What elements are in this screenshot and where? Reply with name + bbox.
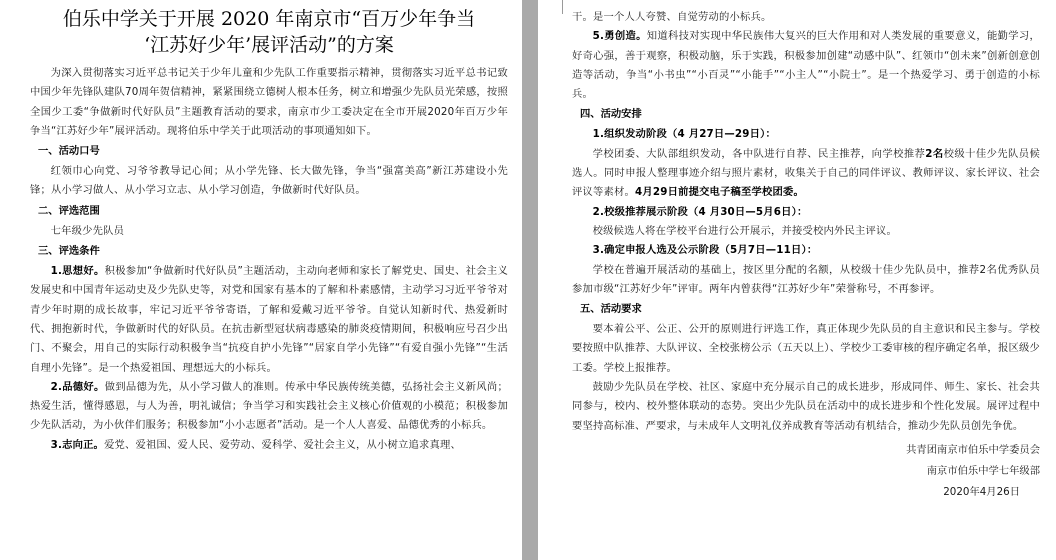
continuation-line: 干。是一个人人夸赞、自觉劳动的小标兵。 [572,11,772,23]
stage-2-paragraph: 校级候选人将在学校平台进行公开展示，并接受校内外民主评议。 [592,224,898,237]
criteria-3-title: 3.志向正。 [50,438,105,451]
document-page-right [538,0,1056,560]
section-heading-scope: 二、评选范围 [38,204,100,217]
criteria-paragraph-5 [572,27,1040,104]
criteria-2-text: 做到品德为先，从小学习做人的准则。传承中华民族传统美德，弘扬社会主义新风尚；热爱生活，懂得感恩，与人为善，明礼诚信；争当学习和实践社会主义核心价值观的小模范；积极参加少先队活动，为小伙伴们服务；积极参加“小小志愿者”活动。是一个人人喜爱、品德优秀的小标兵。 [30,380,508,432]
stage-1-deadline: 4月29日前提交电子稿至学校团委。 [634,186,805,199]
section-heading-schedule: 四、活动安排 [580,108,642,121]
stage-1-count: 2名 [925,147,944,160]
stage-1-paragraph [572,145,1040,203]
stage-2-title: 2.校级推荐展示阶段（4 月30日—5月6日）： [592,205,808,218]
stage-1-text-b: 校级十佳少先队员候选人。同时申报人整理事迹介绍与照片素材，收集关于自己的同伴评议、教师评议、家长评议、社会评议等素材。 [572,147,1040,199]
slogan-paragraph: 红领巾心向党、习爷爷教导记心间；从小学先锋、长大做先锋，争当“强富美高”新江苏建设小先锋；从小学习做人、从小学习立志、从小学习创造，争做新时代好队员。 [30,165,508,197]
stage-3-paragraph: 学校在普遍开展活动的基础上，按区里分配的名额，从校级十佳少先队员中，推荐2名优秀队员参加市级“江苏好少年”评审。两年内曾获得“江苏好少年”荣誉称号，不再参评。 [572,263,1040,295]
requirements-paragraph-2: 鼓励少先队员在学校、社区、家庭中充分展示自己的成长进步，形成同伴、师生、家长、社会共同参与，校内、校外整体联动的态势。突出少先队员在活动中的成长进步和个性化发展。展评过程中要坚持高标准、严要求，与未成年人文明礼仪养成教育等活动有机结合，推动少先队员创先争优。 [572,381,1040,432]
stage-1-title: 1.组织发动阶段（4 月27日—29日）： [592,128,776,141]
stage-3-title: 3.确定申报人选及公示阶段（5月7日—11日）： [592,244,818,257]
section-heading-slogan: 一、活动口号 [38,145,100,158]
document-title-line-1: 伯乐中学关于开展 2020 年南京市“百万少年争当 [62,8,476,30]
criteria-5-title: 5.勇创造。 [592,30,647,43]
signature-organization: 共青团南京市伯乐中学委员会 [906,443,1040,456]
criteria-1-text: 积极参加“争做新时代好队员”主题活动，主动向老师和家长了解党史、国史、社会主义发展史和中国青年运动史及少先队史等，对党和国家有基本的了解和朴素感情，主动学习习近平爷爷对青少年时期的成长故事，牢记习近平爷爷寄语，了解和爱戴习近平爷爷。自觉认知新时代、热爱新时代、拥抱新时代，争做新时代的好队员。在抗击新型冠状病毒感染的肺炎疫情期间，积极响应号召少出门、不聚会，用自己的实际行动积极争当“抗疫自护小先锋”“居家自学小先锋”“有爱自强小先锋”“生活自理小先锋”。是一个热爱祖国、理想远大的小标兵。 [30,265,509,374]
document-page-left [0,0,522,560]
section-heading-requirements: 五、活动要求 [580,303,642,316]
requirements-paragraph-1: 要本着公平、公正、公开的原则进行评选工作，真正体现少先队员的自主意识和民主参与。学校要按照中队推荐、大队评议、全校张榜公示（五天以上）、学校少工委审核的程序确定名单，报区级少工委。学校上报推荐。 [572,323,1040,374]
document-title-line-2: ‘江苏好少年’展评活动”的方案 [144,34,394,56]
criteria-5-text: 知道科技对实现中华民族伟大复兴的巨大作用和对人类发展的重要意义，能勤学习，好奇心强，善于观察，积极动脑，乐于实践，积极参加创建“动感中队”、红领巾“创未来”创新创意创造等活动，争当“小书虫”“小百灵”“小能手”“小主人”“小院士”。是一个热爱学习、勇于创造的小标兵。 [572,30,1040,101]
criteria-paragraph-2 [30,378,508,436]
criteria-paragraph-1 [30,262,508,378]
criteria-1-title: 1.思想好。 [50,265,105,278]
scope-paragraph: 七年级少先队员 [50,224,125,237]
stage-1-text-a: 学校团委、大队部组织发动，各中队进行自荐、民主推荐，向学校推荐 [592,147,926,160]
signature-department: 南京市伯乐中学七年级部 [926,464,1040,477]
intro-paragraph: 为深入贯彻落实习近平总书记关于少年儿童和少先队工作重要指示精神，贯彻落实习近平总书记致中国少年先锋队建队70周年贺信精神，紧紧围绕立德树人根本任务，树立和增强少先队员光荣感，按照全国少工委“争做新时代好队员”主题教育活动的要求，南京市少工委决定在全市开展2020年百万少年争当“江苏好少年”展评活动。现将伯乐中学关于此项活动的事项通知如下。 [30,67,508,137]
criteria-2-title: 2.品德好。 [50,380,105,393]
criteria-paragraph-3 [30,436,508,455]
signature-date: 2020年4月26日 [943,485,1020,498]
section-heading-criteria: 三、评选条件 [38,245,100,258]
criteria-3-text: 爱党、爱祖国、爱人民、爱劳动、爱科学、爱社会主义，从小树立追求真理、 [104,438,461,451]
crop-mark-top-left [548,0,563,14]
